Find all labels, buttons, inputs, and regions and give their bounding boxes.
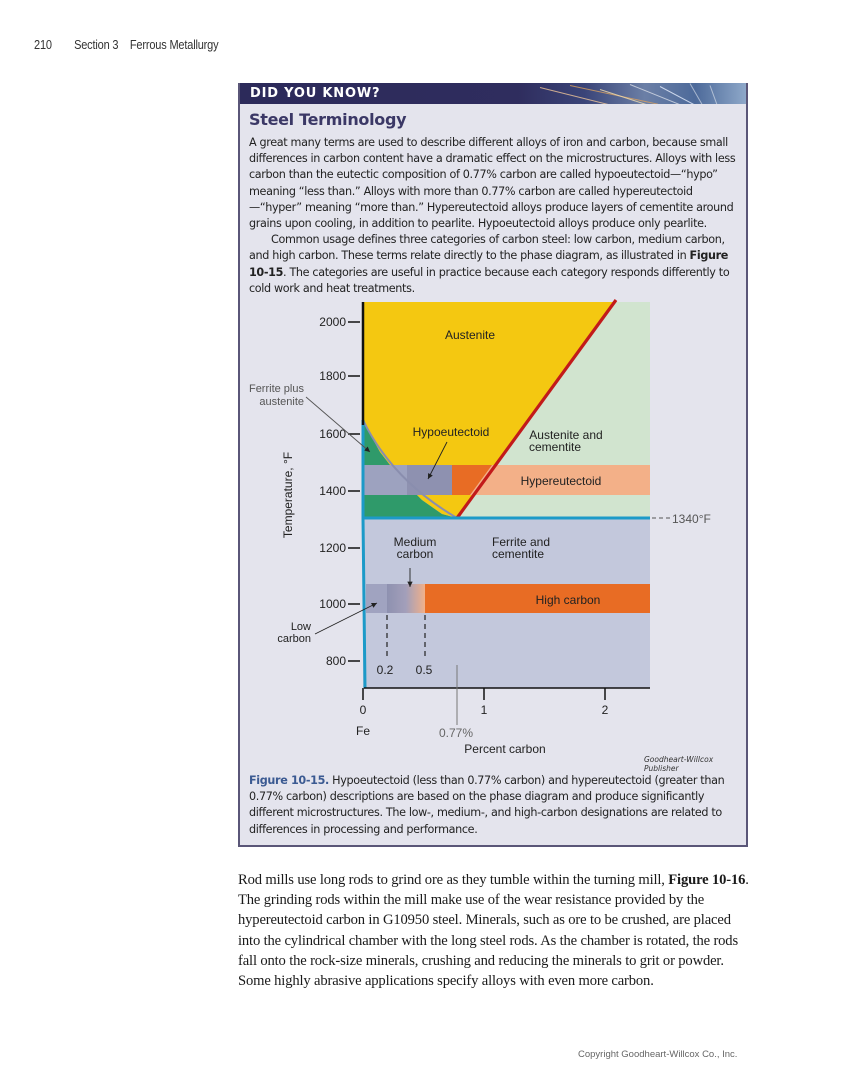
x-axis-label: Percent carbon — [464, 742, 546, 756]
caption-label: Figure 10-15. — [249, 774, 329, 787]
y-axis-label: Temperature, °F — [281, 451, 295, 539]
body-paragraph: Rod mills use long rods to grind ore as they tumble within the turning mill, Figure 10-16. The grinding rods within the mill make use of the wear resistance provided by the hypereutectoid carbon in G10950 steel. Minerals, such as ore to be crushed, are placed into the cylindrical chamber with the long steel rods. As the chamber is rotated, the rods fall onto the rock-size minerals, crushing and reducing the minerals to grit or powder. Some highly abrasive applications specify alloys with even more carbon. — [238, 872, 749, 990]
label-medium-carbon: Medium — [393, 535, 437, 549]
label-ferrite-cementite: Ferrite and — [491, 535, 551, 549]
svg-text:carbon: carbon — [396, 547, 434, 561]
copyright-footer: Copyright Goodheart-Willcox Co., Inc. — [578, 1049, 738, 1060]
svg-text:cementite: cementite — [528, 440, 582, 454]
y-tick-1800: 1800 — [319, 369, 346, 383]
body-text — [238, 870, 750, 991]
did-you-know-sidebar — [238, 83, 748, 847]
sidebar-title: Steel Terminology — [249, 110, 407, 129]
y-tick-1200: 1200 — [319, 541, 346, 555]
mark-0-5: 0.5 — [415, 663, 433, 677]
sidebar-paragraph-2: Common usage defines three categories of carbon steel: low carbon, medium carbon, and high carbon. These terms relate directly to the phase diagram, as illustrated in Figure 10-15. The categories are useful in practice because each category responds differently to cold work and heat treatments. — [249, 233, 730, 295]
y-tick-1400: 1400 — [319, 484, 346, 498]
y-tick-800: 800 — [325, 654, 346, 668]
label-ferrite-plus-austenite: Ferrite plus — [248, 383, 304, 395]
x-tick-2: 2 — [601, 703, 609, 717]
y-tick-1600: 1600 — [319, 427, 346, 441]
label-low-carbon: Low — [290, 621, 311, 633]
phase-diagram — [240, 83, 746, 773]
x-tick-0: 0 — [359, 703, 367, 717]
band-medium-carbon — [387, 584, 425, 613]
running-head — [34, 38, 218, 52]
eutectoid-temp-label: 1340°F — [672, 512, 711, 526]
label-austenite: Austenite — [444, 328, 496, 342]
figure-credit: Goodheart-Willcox Publisher — [644, 755, 714, 773]
y-tick-2000: 2000 — [319, 315, 346, 329]
label-high-carbon: High carbon — [535, 593, 601, 607]
svg-text:cementite: cementite — [491, 547, 545, 561]
band-low-carbon — [366, 584, 387, 613]
svg-text:austenite: austenite — [259, 396, 304, 408]
chapter-title: Ferrous Metallurgy — [129, 38, 219, 52]
figure-caption: Figure 10-15. Hypoeutectoid (less than 0.77% carbon) and hypereutectoid (greater than 0.77% carbon) descriptions are based on the phase diagram and produce significantly different microstructures. The low-, medium-, and high-carbon designations are related to differences in processing and performance. — [249, 774, 725, 836]
label-austenite-cementite: Austenite and — [529, 428, 603, 442]
fe-label: Fe — [355, 724, 371, 738]
eutectoid-composition-label: 0.77% — [438, 726, 474, 740]
mark-0-2: 0.2 — [376, 663, 394, 677]
x-tick-1: 1 — [480, 703, 488, 717]
svg-text:carbon: carbon — [277, 633, 311, 645]
page-number: 210 — [34, 38, 52, 52]
figure-reference: Figure 10-15 — [249, 249, 729, 279]
sidebar-header-label: DID YOU KNOW? — [250, 86, 381, 101]
sidebar-paragraph-1: A great many terms are used to describe different alloys of iron and carbon, because small differences in carbon content have a dramatic effect on the microstructures. Alloys with less carbon than the eutectic composition of 0.77% carbon are called hypoeutectoid—“hypo” meaning “less than.” Alloys with more than 0.77% carbon are called hypereutectoid—“hyper” meaning “more than.” Hypereutectoid alloys produce layers of cementite around grains upon cooling, in addition to pearlite. Hypoeutectoid alloys produce only pearlite. — [249, 136, 736, 231]
label-hypereutectoid: Hypereutectoid — [520, 474, 602, 488]
y-tick-1000: 1000 — [319, 597, 346, 611]
label-hypoeutectoid: Hypoeutectoid — [412, 425, 490, 439]
section-label: Section 3 — [74, 38, 119, 52]
figure-reference-10-16: Figure 10-16 — [668, 872, 746, 888]
